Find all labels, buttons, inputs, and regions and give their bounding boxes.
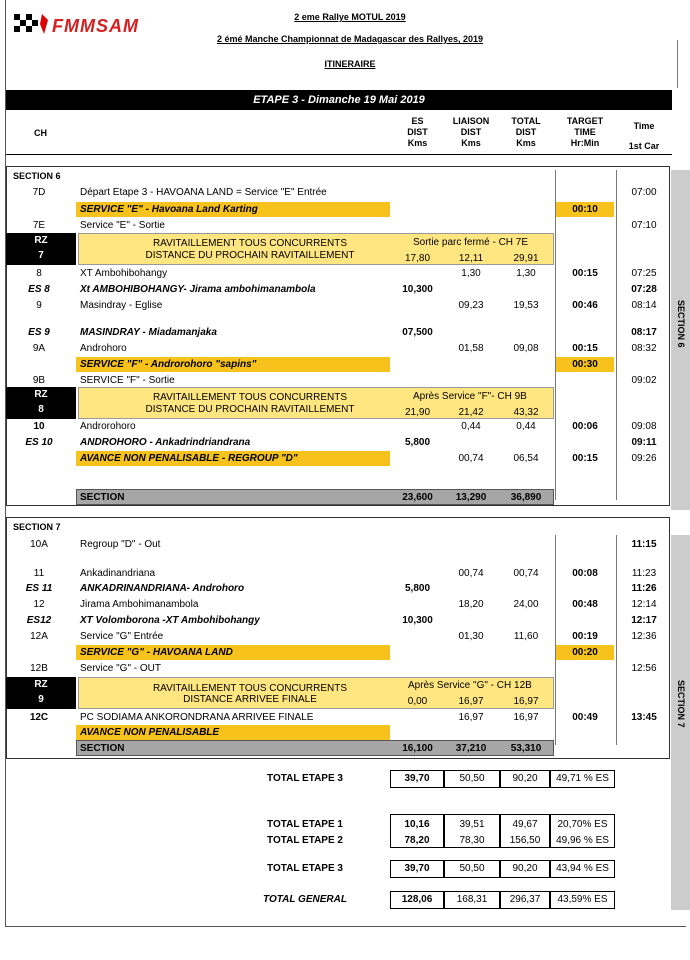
rz8-v3: 43,32 <box>513 407 539 418</box>
total-liaison: 168,31 <box>456 894 488 905</box>
section6-total-li: 13,290 <box>455 492 487 503</box>
total-percent: 20,70% ES <box>557 819 608 830</box>
row-ch: 7E <box>32 220 46 231</box>
row-ch: ES12 <box>26 615 52 626</box>
title-rally: 2 eme Rallye MOTUL 2019 <box>294 12 406 22</box>
logo-text: FMMSAM <box>52 16 139 36</box>
row-liaison: 01,58 <box>458 343 484 354</box>
total-total: 49,67 <box>512 819 538 830</box>
row-total: 09,08 <box>513 343 539 354</box>
rz7-label <box>6 233 76 265</box>
row-desc: AVANCE NON PENALISABLE - REGROUP "D" <box>80 453 298 464</box>
row-total: 19,53 <box>513 300 539 311</box>
rz8-note: Après Service "F"- CH 9B <box>413 391 527 402</box>
total-es: 39,70 <box>404 773 430 784</box>
row-ch: ES 8 <box>28 284 50 295</box>
row-time: 07:25 <box>631 268 657 279</box>
row-time: 11:15 <box>631 539 657 550</box>
row-ch: 9A <box>32 343 46 354</box>
col-tm-2: 1st Car <box>628 141 660 151</box>
row-ch: 8 <box>36 268 42 279</box>
row-target: 00:15 <box>572 343 598 354</box>
row-liaison: 00,74 <box>458 453 484 464</box>
row-liaison: 1,30 <box>461 268 481 279</box>
row-target: 00:19 <box>572 631 598 642</box>
row-target: 00:46 <box>572 300 598 311</box>
stage-bar: ETAPE 3 - Dimanche 19 Mai 2019 <box>6 90 672 110</box>
section6-target-col-lines <box>555 170 617 500</box>
row-total: 06,54 <box>513 453 539 464</box>
col-to-2: DIST <box>515 127 537 137</box>
row-time: 09:02 <box>631 375 657 386</box>
row-target: 00:10 <box>572 204 598 215</box>
row-target: 00:15 <box>572 268 598 279</box>
section6-total-es: 23,600 <box>402 492 433 503</box>
total-liaison: 78,30 <box>459 835 485 846</box>
row-ch: 12C <box>29 712 49 723</box>
rz8-line1: RAVITAILLEMENT TOUS CONCURRENTS <box>152 392 348 403</box>
section7-sidebar <box>671 535 690 910</box>
row-es: 10,300 <box>402 615 433 626</box>
row-ch: 9B <box>32 375 46 386</box>
col-es-1: ES <box>411 116 424 126</box>
row-time: 07:10 <box>631 220 657 231</box>
row-ch: 12B <box>30 663 48 674</box>
row-desc: SERVICE "F" - Sortie <box>80 375 175 386</box>
total-percent: 43,59% ES <box>557 894 608 905</box>
title-itinerary: ITINERAIRE <box>324 59 376 69</box>
row-total: 1,30 <box>516 268 536 279</box>
rz9-v1: 0,00 <box>407 696 428 707</box>
total-label: TOTAL GENERAL <box>263 894 347 905</box>
row-target: 00:30 <box>572 359 598 370</box>
row-liaison: 0,44 <box>461 421 481 432</box>
row-ch: 12A <box>30 631 48 642</box>
row-time: 08:17 <box>631 327 657 338</box>
row-time: 11:23 <box>631 568 657 579</box>
row-desc: Xt AMBOHIBOHANGY- Jirama ambohimanambola <box>80 284 316 295</box>
row-target: 00:48 <box>572 599 598 610</box>
title-championship: 2 émé Manche Championnat de Madagascar des Rallyes, 2019 <box>216 34 484 44</box>
col-ta-2: TIME <box>574 127 596 137</box>
section7-total-to: 53,310 <box>510 743 542 754</box>
col-header-total <box>502 116 550 149</box>
col-to-3: Kms <box>516 138 536 148</box>
total-total: 90,20 <box>512 773 538 784</box>
section7-total-es: 16,100 <box>402 743 433 754</box>
rz8-line2: DISTANCE DU PROCHAIN RAVITAILLEMENT <box>145 404 355 415</box>
row-ch: 9 <box>36 300 42 311</box>
row-es: 10,300 <box>402 284 433 295</box>
total-percent: 49,71 % ES <box>556 773 609 784</box>
total-es: 10,16 <box>404 819 430 830</box>
section6-side-label: SECTION 6 <box>676 300 686 348</box>
row-time: 09:11 <box>631 437 657 448</box>
row-liaison: 18,20 <box>458 599 484 610</box>
row-target: 00:20 <box>572 647 598 658</box>
col-li-3: Kms <box>461 138 481 148</box>
total-percent: 43,94 % ES <box>556 863 609 874</box>
row-ch: 7D <box>32 187 46 198</box>
row-target: 00:49 <box>572 712 598 723</box>
row-desc: Départ Etape 3 - HAVOANA LAND = Service "E" Entrée <box>80 187 327 198</box>
rz9-label-text: RZ <box>34 679 48 690</box>
row-time: 12:36 <box>631 631 657 642</box>
rz8-label <box>6 387 76 419</box>
row-target: 00:06 <box>572 421 598 432</box>
col-header-target <box>555 116 615 149</box>
rz7-label-text: RZ <box>34 235 48 246</box>
row-es: 5,800 <box>404 583 431 594</box>
section7-total-li: 37,210 <box>455 743 487 754</box>
rz9-line2: DISTANCE ARRIVEE FINALE <box>183 694 317 705</box>
rz7-line2: DISTANCE DU PROCHAIN RAVITAILLEMENT <box>145 250 355 261</box>
total-label: TOTAL ETAPE 3 <box>267 773 343 784</box>
row-time: 13:45 <box>631 712 657 723</box>
row-time: 07:28 <box>631 284 657 295</box>
section6-sidebar <box>671 170 690 510</box>
row-time: 09:26 <box>631 453 657 464</box>
total-label: TOTAL ETAPE 2 <box>267 835 343 846</box>
row-es: 5,800 <box>404 437 431 448</box>
rz7-number: 7 <box>38 250 44 261</box>
row-time: 08:14 <box>631 300 657 311</box>
row-ch: 12 <box>33 599 45 610</box>
row-desc: SERVICE "E" - Havoana Land Karting <box>80 204 258 215</box>
section7-label: SECTION 7 <box>13 522 61 532</box>
section6-total-label: SECTION <box>80 492 125 503</box>
row-desc: Androhoro <box>80 343 127 354</box>
row-desc: Androrohoro <box>80 421 136 432</box>
col-header-liaison <box>445 116 497 149</box>
rz7-line1: RAVITAILLEMENT TOUS CONCURRENTS <box>152 238 348 249</box>
col-ta-1: TARGET <box>566 116 604 126</box>
section7-total-label: SECTION <box>80 743 125 754</box>
rz9-label <box>6 677 76 709</box>
section6-total-to: 36,890 <box>510 492 542 503</box>
col-header-time <box>620 116 668 156</box>
col-tm-1: Time <box>633 121 655 131</box>
col-es-3: Kms <box>407 138 428 148</box>
total-es: 128,06 <box>401 894 433 905</box>
row-liaison: 09,23 <box>458 300 484 311</box>
row-target: 00:15 <box>572 453 598 464</box>
row-desc: Service "G" Entrée <box>80 631 164 642</box>
logo <box>12 10 182 40</box>
row-desc: ANDROHORO - Ankadrindriandrana <box>80 437 251 448</box>
total-label: TOTAL ETAPE 3 <box>267 863 343 874</box>
row-ch: 10 <box>33 421 45 432</box>
col-header-ch: CH <box>34 128 47 138</box>
row-desc: Regroup "D" - Out <box>80 539 161 550</box>
row-desc: Ankadinandriana <box>80 568 156 579</box>
row-desc: Jirama Ambohimanambola <box>80 599 199 610</box>
total-liaison: 50,50 <box>459 863 485 874</box>
row-time: 12:56 <box>631 663 657 674</box>
total-liaison: 39,51 <box>459 819 485 830</box>
row-liaison: 01,30 <box>458 631 484 642</box>
total-total: 156,50 <box>509 835 541 846</box>
rz7-v1: 17,80 <box>404 253 431 264</box>
row-desc: Masindray - Eglise <box>80 300 163 311</box>
header-right-rule <box>677 40 678 88</box>
rz9-note: Après Service "G" - CH 12B <box>408 680 532 691</box>
header-rule-bottom <box>6 154 672 155</box>
rz7-note: Sortie parc fermé - CH 7E <box>413 237 529 248</box>
row-desc: SERVICE "G" - HAVOANA LAND <box>80 647 233 658</box>
total-liaison: 50,50 <box>459 773 485 784</box>
row-total: 11,60 <box>513 631 539 642</box>
rz8-v2: 21,42 <box>458 407 484 418</box>
flag-icon <box>12 10 52 40</box>
row-total: 00,74 <box>513 568 539 579</box>
row-desc: MASINDRAY - Miadamanjaka <box>80 327 217 338</box>
col-li-2: DIST <box>460 127 482 137</box>
row-desc: Service "E" - Sortie <box>80 220 165 231</box>
rz8-number: 8 <box>38 404 44 415</box>
total-es: 39,70 <box>404 863 430 874</box>
row-desc: ANKADRINANDRIANA- Androhoro <box>80 583 245 594</box>
row-total: 16,97 <box>513 712 539 723</box>
row-desc: AVANCE NON PENALISABLE <box>80 727 220 738</box>
total-total: 296,37 <box>509 894 541 905</box>
row-total: 24,00 <box>513 599 539 610</box>
row-liaison: 00,74 <box>458 568 484 579</box>
row-ch: ES 9 <box>28 327 50 338</box>
row-time: 09:08 <box>631 421 657 432</box>
row-time: 12:17 <box>631 615 657 626</box>
total-total: 90,20 <box>512 863 538 874</box>
col-li-1: LIAISON <box>452 116 490 126</box>
row-time: 12:14 <box>631 599 657 610</box>
row-total: 0,44 <box>516 421 536 432</box>
section6-label: SECTION 6 <box>13 171 61 181</box>
rz8-v1: 21,90 <box>404 407 431 418</box>
row-time: 07:00 <box>631 187 657 198</box>
row-es: 07,500 <box>402 327 433 338</box>
rz9-v2: 16,97 <box>458 696 484 707</box>
col-to-1: TOTAL <box>511 116 541 126</box>
col-ta-3: Hr:Min <box>570 138 600 148</box>
rz9-line1: RAVITAILLEMENT TOUS CONCURRENTS <box>152 683 348 694</box>
row-ch: 10A <box>30 539 48 550</box>
row-target: 00:08 <box>572 568 598 579</box>
row-ch: 11 <box>33 568 45 579</box>
total-percent: 49,96 % ES <box>556 835 609 846</box>
rz7-v2: 12,11 <box>458 253 484 264</box>
row-ch: ES 10 <box>25 437 53 448</box>
row-desc: SERVICE "F" - Androrohoro "sapins" <box>80 359 257 370</box>
rz9-number: 9 <box>38 694 44 705</box>
row-ch: ES 11 <box>25 583 53 594</box>
row-desc: XT Volomborona -XT Ambohibohangy <box>80 615 260 626</box>
total-es: 78,20 <box>404 835 430 846</box>
total-label: TOTAL ETAPE 1 <box>267 819 343 830</box>
row-desc: PC SODIAMA ANKORONDRANA ARRIVEE FINALE <box>80 712 314 723</box>
row-liaison: 16,97 <box>458 712 484 723</box>
rz7-v3: 29,91 <box>513 253 539 264</box>
row-time: 11:26 <box>631 583 657 594</box>
row-desc: XT Ambohibohangy <box>80 268 168 279</box>
rz8-label-text: RZ <box>34 389 48 400</box>
row-time: 08:32 <box>631 343 657 354</box>
col-es-2: DIST <box>407 127 428 137</box>
row-desc: Service "G" - OUT <box>80 663 161 674</box>
col-header-es <box>395 116 440 149</box>
rz9-v3: 16,97 <box>513 696 539 707</box>
section7-side-label: SECTION 7 <box>676 680 686 728</box>
